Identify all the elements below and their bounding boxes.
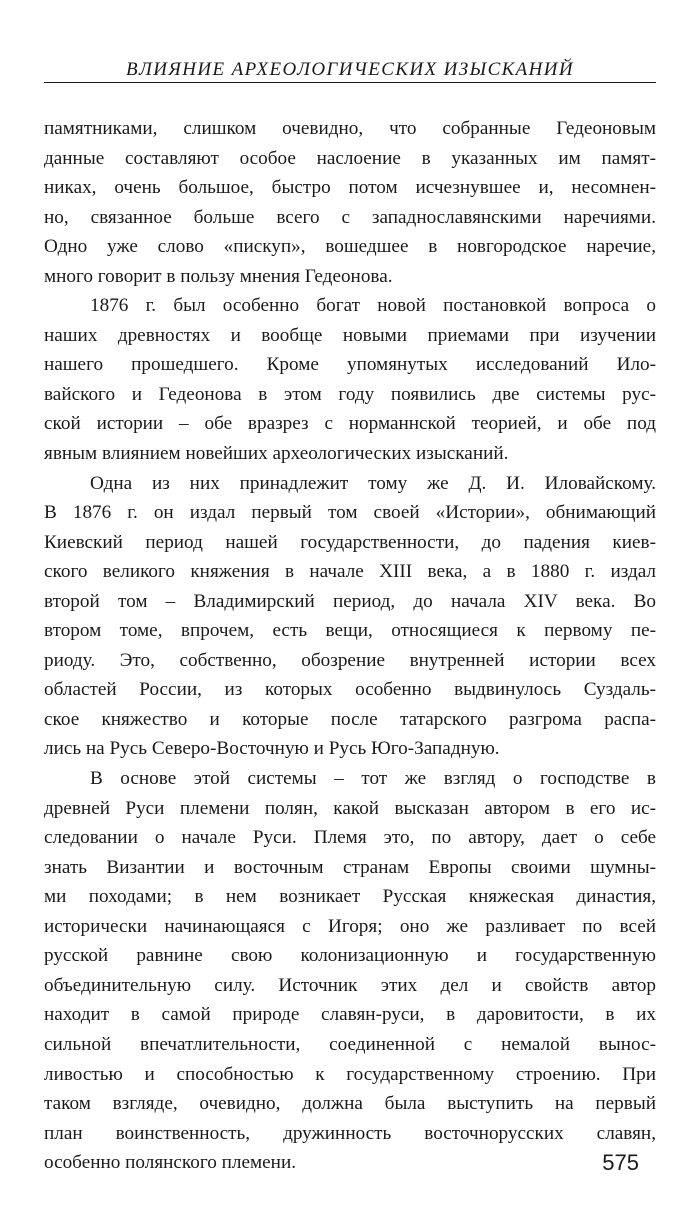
paragraph <box>44 764 656 1178</box>
text-line: следовании о начале Руси. Племя это, по автору, дает о себе <box>44 827 656 849</box>
running-head-title: ВЛИЯНИЕ АРХЕОЛОГИЧЕСКИХ ИЗЫСКАНИЙ <box>125 59 575 80</box>
text-line: В основе этой системы – тот же взгляд о господстве в <box>90 768 656 790</box>
text-line: много говорит в пользу мнения Гедеонова. <box>44 265 393 287</box>
text-line: нашего прошедшего. Кроме упомянутых исследований Ило- <box>44 354 656 376</box>
text-line: сильной впечатлительности, соединенной с немалой вынос- <box>44 1033 656 1055</box>
text-line: ми походами; в нем возникает Русская княжеская династия, <box>44 886 656 908</box>
text-line: памятниками, слишком очевидно, что собранные Гедеоновым <box>44 118 656 139</box>
text-line: второй том – Владимирский период, до начала XIV века. Во <box>44 590 656 612</box>
text-line: Одна из них принадлежит тому же Д. И. Иловайскому. <box>90 472 656 494</box>
text-line: областей России, из которых особенно выдвинулось Суздаль- <box>44 679 656 701</box>
text-line: план воинственность, дружинность восточнорусских славян, <box>44 1122 656 1144</box>
text-line: Одно уже слово «пискуп», вошедшее в новгородское наречие, <box>44 236 656 258</box>
text-line: риоду. Это, собственно, обозрение внутренней истории всех <box>44 649 656 671</box>
text-line: древней Руси племени полян, какой высказан автором в его ис- <box>44 797 656 819</box>
text-line: наших древностях и вообще новыми приемами при изучении <box>44 324 656 346</box>
page-body <box>44 114 656 1178</box>
text-line: Киевский период нашей государственности, до падения киев- <box>44 531 656 553</box>
text-line: В 1876 г. он издал первый том своей «Истории», обнимающий <box>44 502 656 524</box>
text-line: исторически начинающаяся с Игоря; оно же разливает по всей <box>44 915 656 937</box>
paragraph <box>44 114 656 291</box>
text-line: втором томе, впрочем, есть вещи, относящиеся к первому пе- <box>44 620 656 642</box>
text-line: знать Византии и восточным странам Европы своими шумны- <box>44 856 656 878</box>
page-number: 575 <box>602 1150 639 1175</box>
text-line: ского великого княжения в начале XIII века, а в 1880 г. издал <box>44 561 656 583</box>
paragraph <box>44 291 656 468</box>
text-line: ливостью и способностью к государственному строению. При <box>44 1063 656 1085</box>
text-line: вайского и Гедеонова в этом году появились две системы рус- <box>44 383 656 405</box>
text-line: находит в самой природе славян-руси, в даровитости, в их <box>44 1004 656 1026</box>
text-line: явным влиянием новейших археологических изысканий. <box>44 443 509 465</box>
text-line: особенно полянского племени. <box>44 1152 297 1174</box>
text-line: объединительную силу. Источник этих дел и свойств автор <box>44 974 656 996</box>
text-line: ское княжество и которые после татарского разгрома распа- <box>44 708 656 730</box>
text-line: 1876 г. был особенно богат новой постановкой вопроса о <box>90 295 656 317</box>
text-line: русской равнине свою колонизационную и государственную <box>44 945 656 967</box>
text-line: данные составляют особое наслоение в указанных им памят- <box>44 147 656 169</box>
text-line: никах, очень большое, быстро потом исчезнувшее и, несомнен- <box>44 177 656 199</box>
text-line: таком взгляде, очевидно, должна была выступить на первый <box>44 1093 656 1115</box>
text-line: лись на Русь Северо-Восточную и Русь Юго-Западную. <box>44 738 500 760</box>
running-head <box>44 56 656 83</box>
text-line: ской истории – обе вразрез с норманнской теорией, и обе под <box>44 413 656 435</box>
text-line: но, связанное больше всего с западнославянскими наречиями. <box>44 206 656 228</box>
paragraph <box>44 469 656 764</box>
